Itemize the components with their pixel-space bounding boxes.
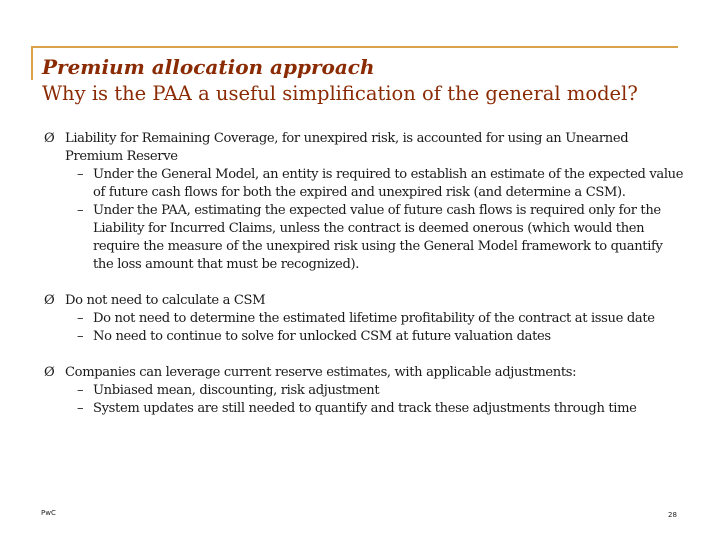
bullet-text: Liability for Remaining Coverage, for unexpired risk, is accounted for using an Unearned Premium Reserve [65, 131, 629, 164]
dash-bullet-icon: – [77, 401, 84, 416]
arrow-bullet-icon: Ø [44, 365, 55, 380]
bullet-item [44, 364, 684, 418]
dash-bullet-icon: – [77, 167, 84, 182]
footer-brand: PwC [41, 509, 56, 517]
slide-subtitle: Why is the PAA a useful simplification of the general model? [42, 82, 638, 105]
bullet-text: Do not need to calculate a CSM [65, 293, 266, 308]
slide-title: Premium allocation approach [42, 55, 375, 79]
sub-bullet-item [67, 328, 684, 346]
dash-bullet-icon: – [77, 329, 84, 344]
dash-bullet-icon: – [77, 203, 84, 218]
sub-bullet-item [67, 310, 684, 328]
dash-bullet-icon: – [77, 311, 84, 326]
top-accent-line [31, 46, 678, 48]
bullet-item [44, 292, 684, 346]
sub-bullet-text: Unbiased mean, discounting, risk adjustment [93, 383, 380, 398]
sub-bullet-text: Under the General Model, an entity is required to establish an estimate of the expected value of future cash flows for both the expired and unexpired risk (and determine a CSM). [93, 167, 684, 200]
sub-bullet-text: No need to continue to solve for unlocked CSM at future valuation dates [93, 329, 551, 344]
bullet-list [44, 130, 684, 418]
arrow-bullet-icon: Ø [44, 131, 55, 146]
dash-bullet-icon: – [77, 383, 84, 398]
sub-bullet-item [67, 202, 684, 274]
arrow-bullet-icon: Ø [44, 293, 55, 308]
bullet-item [44, 130, 684, 274]
sub-bullet-item [67, 166, 684, 202]
sub-bullet-item [67, 400, 684, 418]
left-accent-line [31, 46, 33, 80]
bullet-text: Companies can leverage current reserve estimates, with applicable adjustments: [65, 365, 577, 380]
sub-bullet-text: Under the PAA, estimating the expected value of future cash flows is required only for the Liability for Incurred Claims, unless the contract is deemed onerous (which would then require the measure of the unexpired risk using the General Model framework to quantify the loss amount that must be recognized). [93, 203, 663, 272]
sub-bullet-text: System updates are still needed to quantify and track these adjustments through time [93, 401, 637, 416]
page-number: 28 [668, 511, 677, 519]
sub-bullet-item [67, 382, 684, 400]
sub-bullet-text: Do not need to determine the estimated lifetime profitability of the contract at issue date [93, 311, 655, 326]
